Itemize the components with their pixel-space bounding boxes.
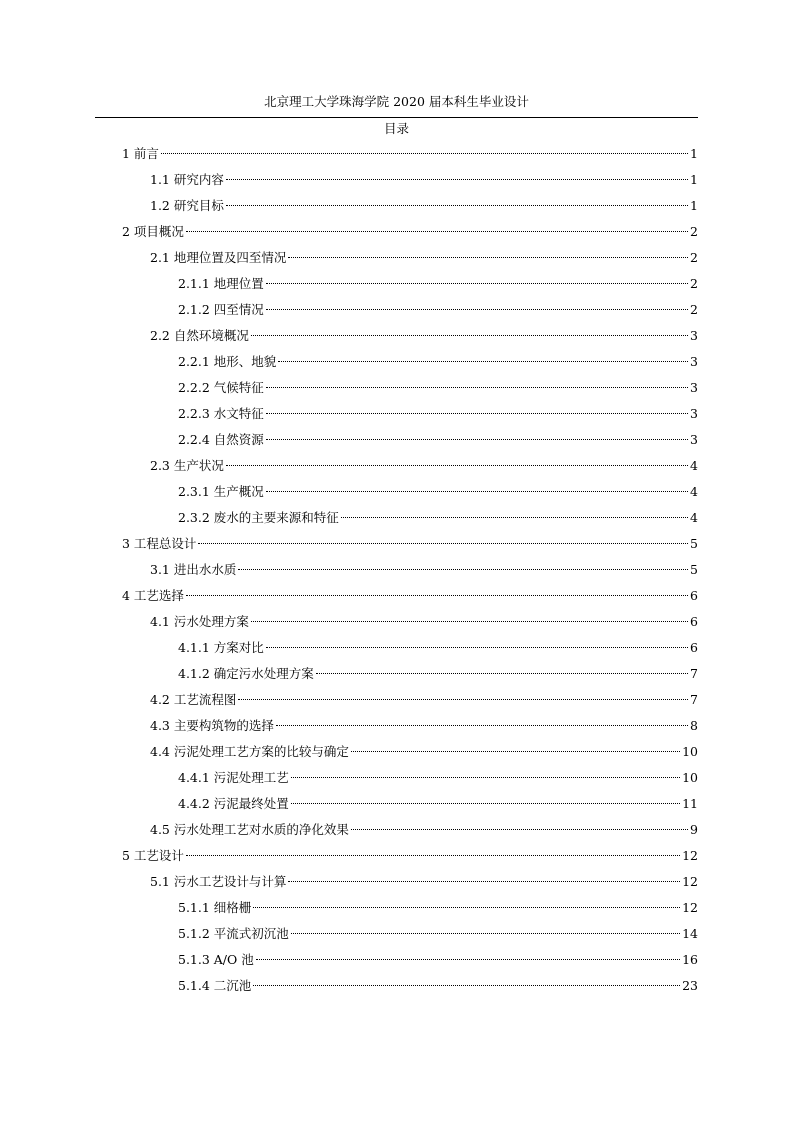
dot-leader: [266, 439, 688, 440]
toc-entry[interactable]: [0, 973, 793, 999]
toc-entry-label: 4.4.2 污泥最终处置: [178, 796, 289, 811]
toc-entry[interactable]: [0, 505, 793, 531]
toc-entry-label: 2.3 生产状况: [150, 458, 224, 473]
toc-entry-page: 9: [690, 822, 698, 837]
toc-entry-label: 5.1 污水工艺设计与计算: [150, 874, 287, 889]
toc-entry[interactable]: [0, 843, 793, 869]
toc-entry[interactable]: [0, 791, 793, 817]
header-divider: [95, 117, 698, 118]
toc-entry-label: 4.4.1 污泥处理工艺: [178, 770, 289, 785]
toc-entry-page: 1: [690, 198, 698, 213]
dot-leader: [316, 673, 688, 674]
toc-entry-label: 2.2.3 水文特征: [178, 406, 264, 421]
dot-leader: [238, 699, 688, 700]
toc-entry[interactable]: [0, 765, 793, 791]
dot-leader: [226, 205, 688, 206]
toc-entry-label: 4.1.1 方案对比: [178, 640, 264, 655]
dot-leader: [276, 725, 688, 726]
toc-entry-label: 5.1.4 二沉池: [178, 978, 252, 993]
toc-entry-page: 6: [690, 640, 698, 655]
toc-entry-label: 4.1.2 确定污水处理方案: [178, 666, 314, 681]
dot-leader: [288, 881, 680, 882]
toc-entry-label: 2.2 自然环境概况: [150, 328, 249, 343]
dot-leader: [253, 907, 680, 908]
toc-entry-page: 7: [690, 692, 698, 707]
toc-entry-label: 3.1 进出水水质: [150, 562, 237, 577]
toc-entry-page: 10: [682, 770, 698, 785]
dot-leader: [186, 231, 688, 232]
dot-leader: [238, 569, 688, 570]
toc-entry-page: 10: [682, 744, 698, 759]
dot-leader: [226, 465, 688, 466]
toc-entry[interactable]: [0, 141, 793, 167]
toc-entry-page: 2: [690, 224, 698, 239]
toc-entry-label: 2.1.2 四至情况: [178, 302, 264, 317]
toc-entry-page: 1: [690, 146, 698, 161]
toc-entry-page: 3: [690, 354, 698, 369]
toc-entry-page: 1: [690, 172, 698, 187]
toc-entry-page: 2: [690, 276, 698, 291]
dot-leader: [251, 335, 688, 336]
toc-entry-page: 14: [682, 926, 698, 941]
toc-entry-label: 2 项目概况: [122, 224, 184, 239]
toc-entry[interactable]: [0, 895, 793, 921]
dot-leader: [291, 777, 680, 778]
dot-leader: [251, 621, 688, 622]
toc-entry[interactable]: [0, 297, 793, 323]
toc-entry-label: 3 工程总设计: [122, 536, 197, 551]
toc-entry[interactable]: [0, 817, 793, 843]
toc-entry-label: 5.1.1 细格栅: [178, 900, 252, 915]
toc-entry-page: 5: [690, 536, 698, 551]
toc-entry-page: 6: [690, 588, 698, 603]
toc-entry-label: 1 前言: [122, 146, 159, 161]
toc-entry[interactable]: [0, 167, 793, 193]
toc-entry-page: 2: [690, 250, 698, 265]
toc-entry-label: 2.3.1 生产概况: [178, 484, 264, 499]
toc-entry[interactable]: [0, 921, 793, 947]
dot-leader: [226, 179, 688, 180]
toc-entry[interactable]: [0, 869, 793, 895]
dot-leader: [288, 257, 688, 258]
toc-entry-label: 4.5 污水处理工艺对水质的净化效果: [150, 822, 349, 837]
toc-entry-label: 4 工艺选择: [122, 588, 184, 603]
toc-entry-label: 4.2 工艺流程图: [150, 692, 237, 707]
dot-leader: [341, 517, 688, 518]
dot-leader: [291, 933, 680, 934]
toc-entry-page: 12: [682, 900, 698, 915]
toc-entry-page: 12: [682, 874, 698, 889]
toc-entry[interactable]: [0, 349, 793, 375]
toc-entry-page: 11: [682, 796, 698, 811]
toc-entry-page: 3: [690, 328, 698, 343]
toc-entry[interactable]: [0, 713, 793, 739]
dot-leader: [256, 959, 680, 960]
toc-entry-page: 2: [690, 302, 698, 317]
toc-entry-label: 5.1.2 平流式初沉池: [178, 926, 289, 941]
toc-entry-label: 5 工艺设计: [122, 848, 184, 863]
toc-entry[interactable]: [0, 609, 793, 635]
toc-entry-page: 7: [690, 666, 698, 681]
dot-leader: [161, 153, 688, 154]
toc-entry[interactable]: [0, 427, 793, 453]
toc-title: 目录: [383, 121, 409, 136]
dot-leader: [253, 985, 680, 986]
toc-entry-label: 1.1 研究内容: [150, 172, 224, 187]
toc-entry-label: 2.1 地理位置及四至情况: [150, 250, 287, 265]
dot-leader: [266, 387, 688, 388]
dot-leader: [266, 647, 688, 648]
dot-leader: [266, 491, 688, 492]
dot-leader: [351, 751, 680, 752]
toc-entry-label: 4.3 主要构筑物的选择: [150, 718, 274, 733]
toc-entry-label: 4.1 污水处理方案: [150, 614, 249, 629]
toc-list: [0, 141, 793, 999]
toc-entry[interactable]: [0, 193, 793, 219]
toc-entry-label: 2.1.1 地理位置: [178, 276, 264, 291]
toc-entry[interactable]: [0, 947, 793, 973]
toc-entry[interactable]: [0, 635, 793, 661]
dot-leader: [186, 595, 688, 596]
dot-leader: [198, 543, 688, 544]
toc-entry[interactable]: [0, 661, 793, 687]
toc-entry[interactable]: [0, 453, 793, 479]
toc-entry[interactable]: [0, 375, 793, 401]
toc-entry[interactable]: [0, 323, 793, 349]
dot-leader: [278, 361, 688, 362]
toc-entry-label: 2.2.2 气候特征: [178, 380, 264, 395]
dot-leader: [266, 309, 688, 310]
toc-entry[interactable]: [0, 583, 793, 609]
dot-leader: [351, 829, 688, 830]
toc-entry-page: 3: [690, 432, 698, 447]
toc-entry-page: 4: [690, 510, 698, 525]
dot-leader: [266, 283, 688, 284]
toc-entry[interactable]: [0, 479, 793, 505]
toc-entry[interactable]: [0, 557, 793, 583]
dot-leader: [291, 803, 680, 804]
toc-entry-label: 1.2 研究目标: [150, 198, 224, 213]
toc-entry-label: 2.2.4 自然资源: [178, 432, 264, 447]
toc-entry[interactable]: [0, 401, 793, 427]
toc-entry-page: 8: [690, 718, 698, 733]
toc-entry-label: 4.4 污泥处理工艺方案的比较与确定: [150, 744, 349, 759]
toc-entry-page: 12: [682, 848, 698, 863]
toc-entry-page: 16: [682, 952, 698, 967]
toc-entry-page: 5: [690, 562, 698, 577]
toc-entry[interactable]: [0, 739, 793, 765]
running-header-title: 北京理工大学珠海学院 2020 届本科生毕业设计: [264, 94, 529, 109]
toc-entry-page: 3: [690, 380, 698, 395]
toc-entry-page: 4: [690, 458, 698, 473]
toc-entry-page: 23: [682, 978, 698, 993]
dot-leader: [266, 413, 688, 414]
dot-leader: [186, 855, 680, 856]
toc-entry[interactable]: [0, 687, 793, 713]
toc-entry-label: 5.1.3 A/O 池: [178, 952, 254, 967]
toc-entry-page: 4: [690, 484, 698, 499]
toc-entry-page: 6: [690, 614, 698, 629]
toc-entry[interactable]: [0, 219, 793, 245]
toc-entry-page: 3: [690, 406, 698, 421]
toc-entry[interactable]: [0, 271, 793, 297]
toc-entry-label: 2.2.1 地形、地貌: [178, 354, 277, 369]
toc-entry[interactable]: [0, 245, 793, 271]
toc-entry-label: 2.3.2 废水的主要来源和特征: [178, 510, 339, 525]
toc-entry[interactable]: [0, 531, 793, 557]
